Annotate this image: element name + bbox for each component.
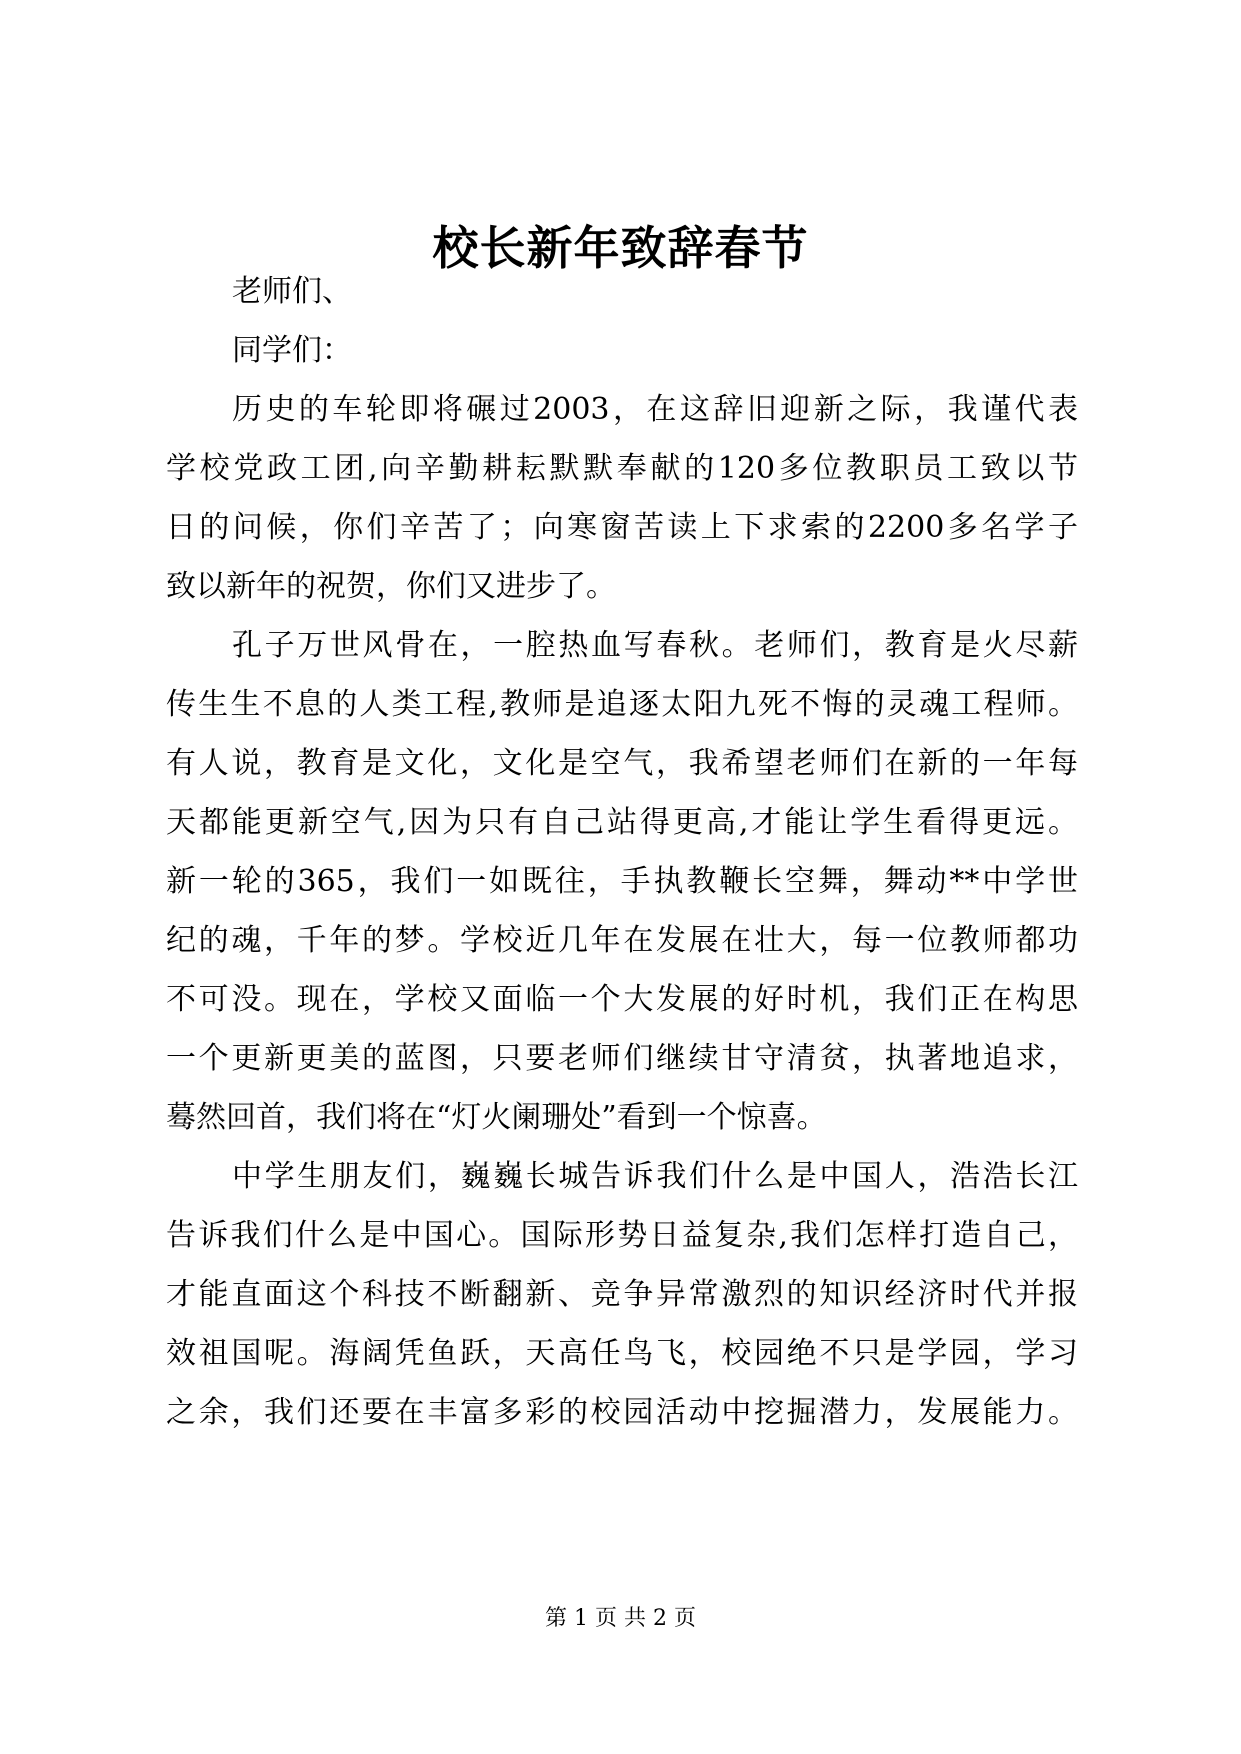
text-line: 纪的魂，千年的梦。学校近几年在发展在壮大，每一位教师都功: [166, 923, 1078, 958]
text-line: 蓦然回首，我们将在“灯火阑珊处”看到一个惊喜。: [166, 1100, 827, 1135]
text-line: 一个更新更美的蓝图，只要老师们继续甘守清贫，执著地追求，: [166, 1041, 1078, 1076]
text-line: 新一轮的365，我们一如既往，手执教鞭长空舞，舞动**中学世: [166, 864, 1078, 899]
text-line: 日的问候，你们辛苦了；向寒窗苦读上下求索的2200多名学子: [166, 510, 1078, 545]
text-line: 传生生不息的人类工程,教师是追逐太阳九死不悔的灵魂工程师。: [166, 687, 1078, 722]
text-line: 之余，我们还要在丰富多彩的校园活动中挖掘潜力，发展能力。: [166, 1395, 1078, 1430]
text-line: 不可没。现在，学校又面临一个大发展的好时机，我们正在构思: [166, 982, 1078, 1017]
body-text: [166, 262, 1078, 1442]
text-line: 天都能更新空气,因为只有自己站得更高,才能让学生看得更远。: [166, 805, 1078, 840]
page-title: 校长新年致辞春节: [432, 221, 809, 275]
text-line: 才能直面这个科技不断翻新、竞争异常激烈的知识经济时代并报: [166, 1277, 1078, 1312]
text-line: 历史的车轮即将碾过2003，在这辞旧迎新之际，我谨代表: [232, 392, 1078, 427]
text-line: 中学生朋友们，巍巍长城告诉我们什么是中国人，浩浩长江: [232, 1159, 1078, 1194]
page-footer: 第 1 页 共 2 页: [545, 1606, 696, 1631]
text-line: 有人说，教育是文化，文化是空气，我希望老师们在新的一年每: [166, 746, 1078, 781]
text-line: 致以新年的祝贺，你们又进步了。: [166, 569, 616, 604]
text-line: 同学们：: [232, 333, 352, 368]
text-line: 效祖国呢。海阔凭鱼跃，天高任鸟飞，校园绝不只是学园，学习: [166, 1336, 1078, 1371]
text-line: 告诉我们什么是中国心。国际形势日益复杂,我们怎样打造自己，: [166, 1218, 1078, 1253]
text-line: 孔子万世风骨在，一腔热血写春秋。老师们，教育是火尽薪: [232, 628, 1078, 663]
text-line: 学校党政工团,向辛勤耕耘默默奉献的120多位教职员工致以节: [166, 451, 1078, 486]
text-line: 老师们、: [232, 274, 352, 309]
